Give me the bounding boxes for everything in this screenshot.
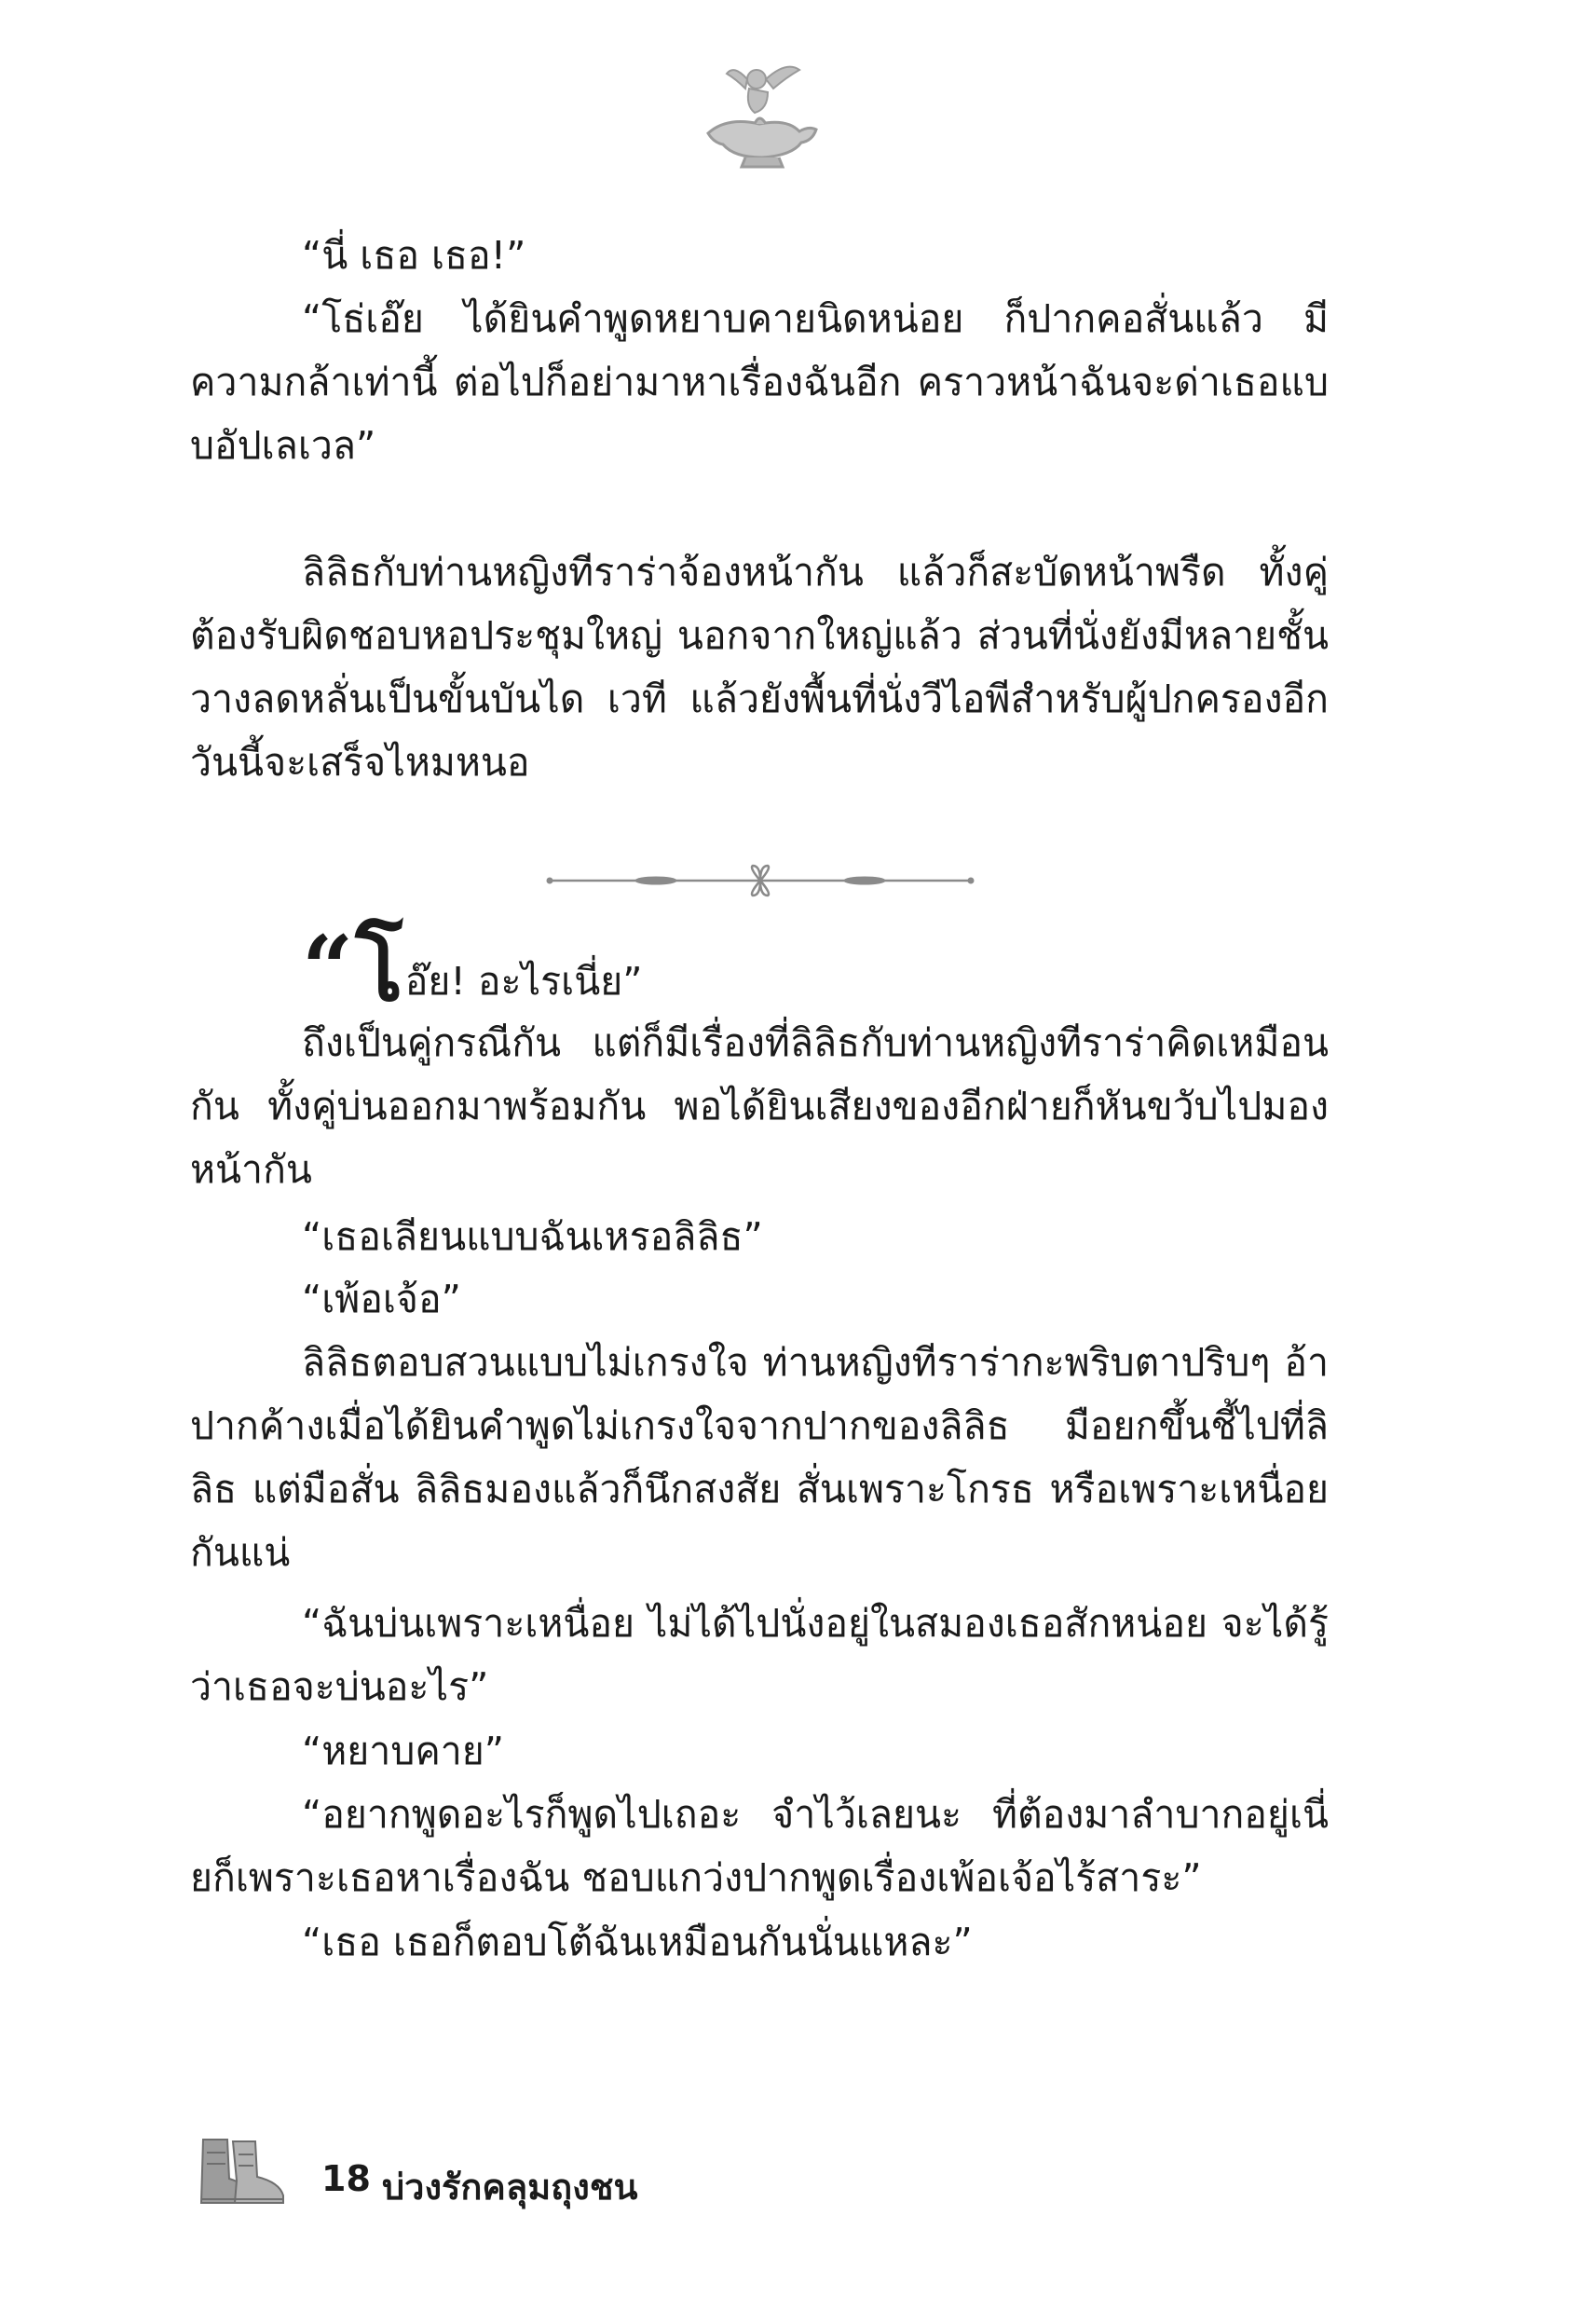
paragraph: “เพ้อเจ้อ”: [302, 1277, 461, 1321]
paragraph: “นี่ เธอ เธอ!”: [302, 233, 526, 278]
chapter-opening: [302, 916, 643, 1021]
page-footer: [196, 2134, 1034, 2218]
book-title: บ่วงรักคลุมถุงชน: [382, 2167, 638, 2208]
genie-lamp-icon: [689, 51, 829, 172]
paragraph: “เธอเลียนแบบฉันเหรอลิลิธ”: [302, 1214, 763, 1259]
page-number: 18: [321, 2158, 371, 2199]
paragraph: “อยากพูดอะไรก็พูดไปเถอะ จำไว้เลยนะ ที่ต้องมาลำบากอยู่เนี่ยก็เพราะเธอหาเรื่องฉัน ชอบแกว่งปากพูดเรื่องเพ้อเจ้อไร้สาระ”: [190, 1792, 1329, 1900]
paragraph: “หยาบคาย”: [302, 1729, 505, 1773]
paragraph: “โธ่เอ๊ย ได้ยินคำพูดหยาบคายนิดหน่อย ก็ปากคอสั่นแล้ว มีความกล้าเท่านี้ ต่อไปก็อย่ามาหาเรื่องฉันอีก คราวหน้าฉันจะด่าเธอแบบอัปเลเวล”: [190, 296, 1329, 468]
opening-text: อ๊ย! อะไรเนี่ย”: [404, 959, 643, 1004]
paragraph: ลิลิธกับท่านหญิงทีราร่าจ้องหน้ากัน แล้วก็สะบัดหน้าพรืด ทั้งคู่ต้องรับผิดชอบหอประชุมใหญ่ นอกจากใหญ่แล้ว ส่วนที่นั่งยังมีหลายชั้นวางลดหลั่นเป็นขั้นบันได เวที แล้วยังพื้นที่นั่งวีไอพีสำหรับผู้ปกครองอีก วันนี้จะเสร็จไหมหนอ: [190, 550, 1329, 785]
paragraph: “ฉันบ่นเพราะเหนื่อย ไม่ได้ไปนั่งอยู่ในสมองเธอสักหน่อย จะได้รู้ว่าเธอจะบ่นอะไร”: [190, 1601, 1329, 1709]
paragraph: ถึงเป็นคู่กรณีกัน แต่ก็มีเรื่องที่ลิลิธกับท่านหญิงทีราร่าคิดเหมือนกัน ทั้งคู่บ่นออกมาพร้อมกัน พอได้ยินเสียงของอีกฝ่ายก็หันขวับไปมองหน้ากัน: [190, 1020, 1329, 1192]
paragraph: ลิลิธตอบสวนแบบไม่เกรงใจ ท่านหญิงทีราร่ากะพริบตาปริบๆ อ้าปากค้างเมื่อได้ยินคำพูดไม่เกรงใจจากปากของลิลิธ มือยกขึ้นชี้ไปที่ลิลิธ แต่มือสั่น ลิลิธมองแล้วก็นึกสงสัย สั่นเพราะโกรธ หรือเพราะเหนื่อยกันแน่: [190, 1340, 1329, 1575]
boots-icon: [196, 2134, 289, 2208]
dropcap-letter: โ: [355, 916, 403, 1021]
dropcap-quote: “: [302, 916, 354, 1021]
paragraph: “เธอ เธอก็ตอบโต้ฉันเหมือนกันนั่นแหละ”: [302, 1920, 973, 1964]
ornamental-divider-icon: [546, 862, 975, 899]
